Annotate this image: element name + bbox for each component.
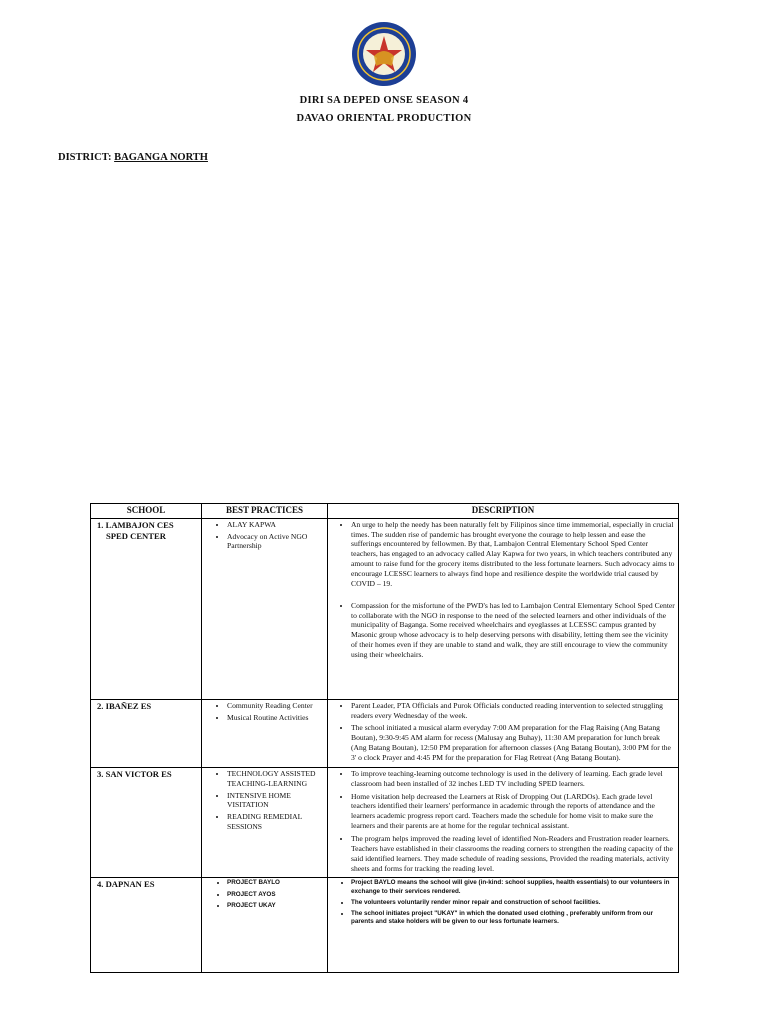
school-cell <box>91 767 202 878</box>
description-cell <box>328 518 679 699</box>
school-name: 3. SAN VICTOR ES <box>97 768 172 779</box>
table-row <box>91 699 679 767</box>
deped-seal-logo <box>352 22 416 86</box>
description-item: • Compassion for the misfortune of the PWD's has led to Lambajon Central Elementary School Sped Center to collaborate with the NGO in response to the need of the selected learners and other individuals of the municipality of Baganga. Some received wheelchairs and eyeglasses at LCESSC campus granted by Masonic group whose advocacy is to help deserving persons with disability, letting them see the vicinity of their homes even if they are unable to stand and walk, they are still encourage to view the community using their wheelchairs. <box>351 601 675 660</box>
description-cell <box>328 699 679 767</box>
description-item: • An urge to help the needy has been naturally felt by Filipinos since time immemorial, especially in crucial times. The sudden rise of pandemic has brought everyone the courage to help lessen and ease the sufferings encountered by fellowmen. By that, Lambajon Central Elementary School Sped Center teachers, has engaged to an advocacy called Alay Kapwa for two years, in which teachers contributed any amount to raise fund for the grocery items distributed to the less fortunate learners. Such advocacy aims to encourage LCESSC learners to always find hope and resilience despite the worldwide trial caused by COVID – 19. <box>351 520 675 589</box>
school-name: 2. IBAÑEZ ES <box>97 700 152 711</box>
description-item: • Project BAYLO means the school will give (in-kind: school supplies, health essentials) to our volunteers in exchange to their services rendered. <box>351 879 675 895</box>
description-cell <box>328 767 679 878</box>
practices-cell <box>202 699 328 767</box>
school-name: 1. LAMBAJON CES <box>97 519 174 530</box>
description-item: • To improve teaching-learning outcome technology is used in the delivery of learning. Each grade level classroom had been installed of 32 inches LED TV including SPED learners. <box>351 769 675 789</box>
seal-icon <box>352 22 416 86</box>
practice-item: • PROJECT UKAY <box>227 902 324 910</box>
table-header-row <box>91 504 679 519</box>
column-header-best-practices: BEST PRACTICES <box>202 504 328 519</box>
column-header-school: SCHOOL <box>91 504 202 519</box>
best-practices-table <box>90 503 679 973</box>
practices-cell <box>202 767 328 878</box>
practice-item: • TECHNOLOGY ASSISTED TEACHING-LEARNING <box>227 769 324 789</box>
practice-item: • Advocacy on Active NGO Partnership <box>227 532 324 552</box>
practice-item: • READING REMEDIAL SESSIONS <box>227 812 324 832</box>
description-item: • The program helps improved the reading level of identified Non-Readers and Frustration reader learners. Teachers have established in their classrooms the reading corners to strengthen the reading capacity of the said identified learners. They made schedule of reading sessions, Provided the reading materials, activity sheets and forms for tracking the reading level. <box>351 834 675 873</box>
school-cell <box>91 518 202 699</box>
description-item: • The volunteers voluntarily render minor repair and construction of school facilities. <box>351 899 675 907</box>
practices-cell <box>202 878 328 973</box>
header-title: DIRI SA DEPED ONSE SEASON 4 <box>299 95 469 106</box>
table-row <box>91 518 679 699</box>
school-name-line2: SPED CENTER <box>106 530 166 541</box>
column-header-description: DESCRIPTION <box>328 504 679 519</box>
district-label: DISTRICT: <box>58 152 112 163</box>
district-value: BAGANGA NORTH <box>114 152 208 163</box>
description-item: • The school initiates project "UKAY" in which the donated used clothing , preferably uniform from our parents and stake holders will be given to our less fortunate learners. <box>351 910 675 926</box>
practice-item: • INTENSIVE HOME VISITATION <box>227 791 324 811</box>
school-cell <box>91 878 202 973</box>
practices-cell <box>202 518 328 699</box>
school-cell <box>91 699 202 767</box>
description-item: • The school initiated a musical alarm everyday 7:00 AM preparation for the Flag Raising (Ang Batang Boutan), 9:30-9:45 AM alarm for recess (Malusay ang Buhay), 11:30 AM preparation for lunch break (Ang Batang Boutan), 12:50 PM preparation for afternoon classes (Ang Batang Boutan), 3:00 PM for the 3' o clock Prayer and 4:45 PM for the preparation for Flag Retreat (Ang Batang Boutan). <box>351 723 675 762</box>
description-cell <box>328 878 679 973</box>
description-item: • Parent Leader, PTA Officials and Purok Officials conducted reading intervention to selected struggling readers every Wednesday of the week. <box>351 701 675 721</box>
description-item: • Home visitation help decreased the Learners at Risk of Dropping Out (LARDOs). Each grade level teachers identified their learners' performance in academic through the reports of attendance and the learners academic progress report card. Teachers made the schedule for home visit to make sure the learners and their parents are at home for the regular technical assistant. <box>351 792 675 831</box>
table-row <box>91 878 679 973</box>
practice-item: • ALAY KAPWA <box>227 520 324 530</box>
practice-item: • Musical Routine Activities <box>227 713 324 723</box>
table-row <box>91 767 679 878</box>
header-subtitle: DAVAO ORIENTAL PRODUCTION <box>296 113 472 124</box>
school-name: 4. DAPNAN ES <box>97 879 155 890</box>
practice-item: • PROJECT BAYLO <box>227 879 324 887</box>
district-line <box>58 152 208 163</box>
practice-item: • Community Reading Center <box>227 701 324 711</box>
practice-item: • PROJECT AYOS <box>227 891 324 899</box>
